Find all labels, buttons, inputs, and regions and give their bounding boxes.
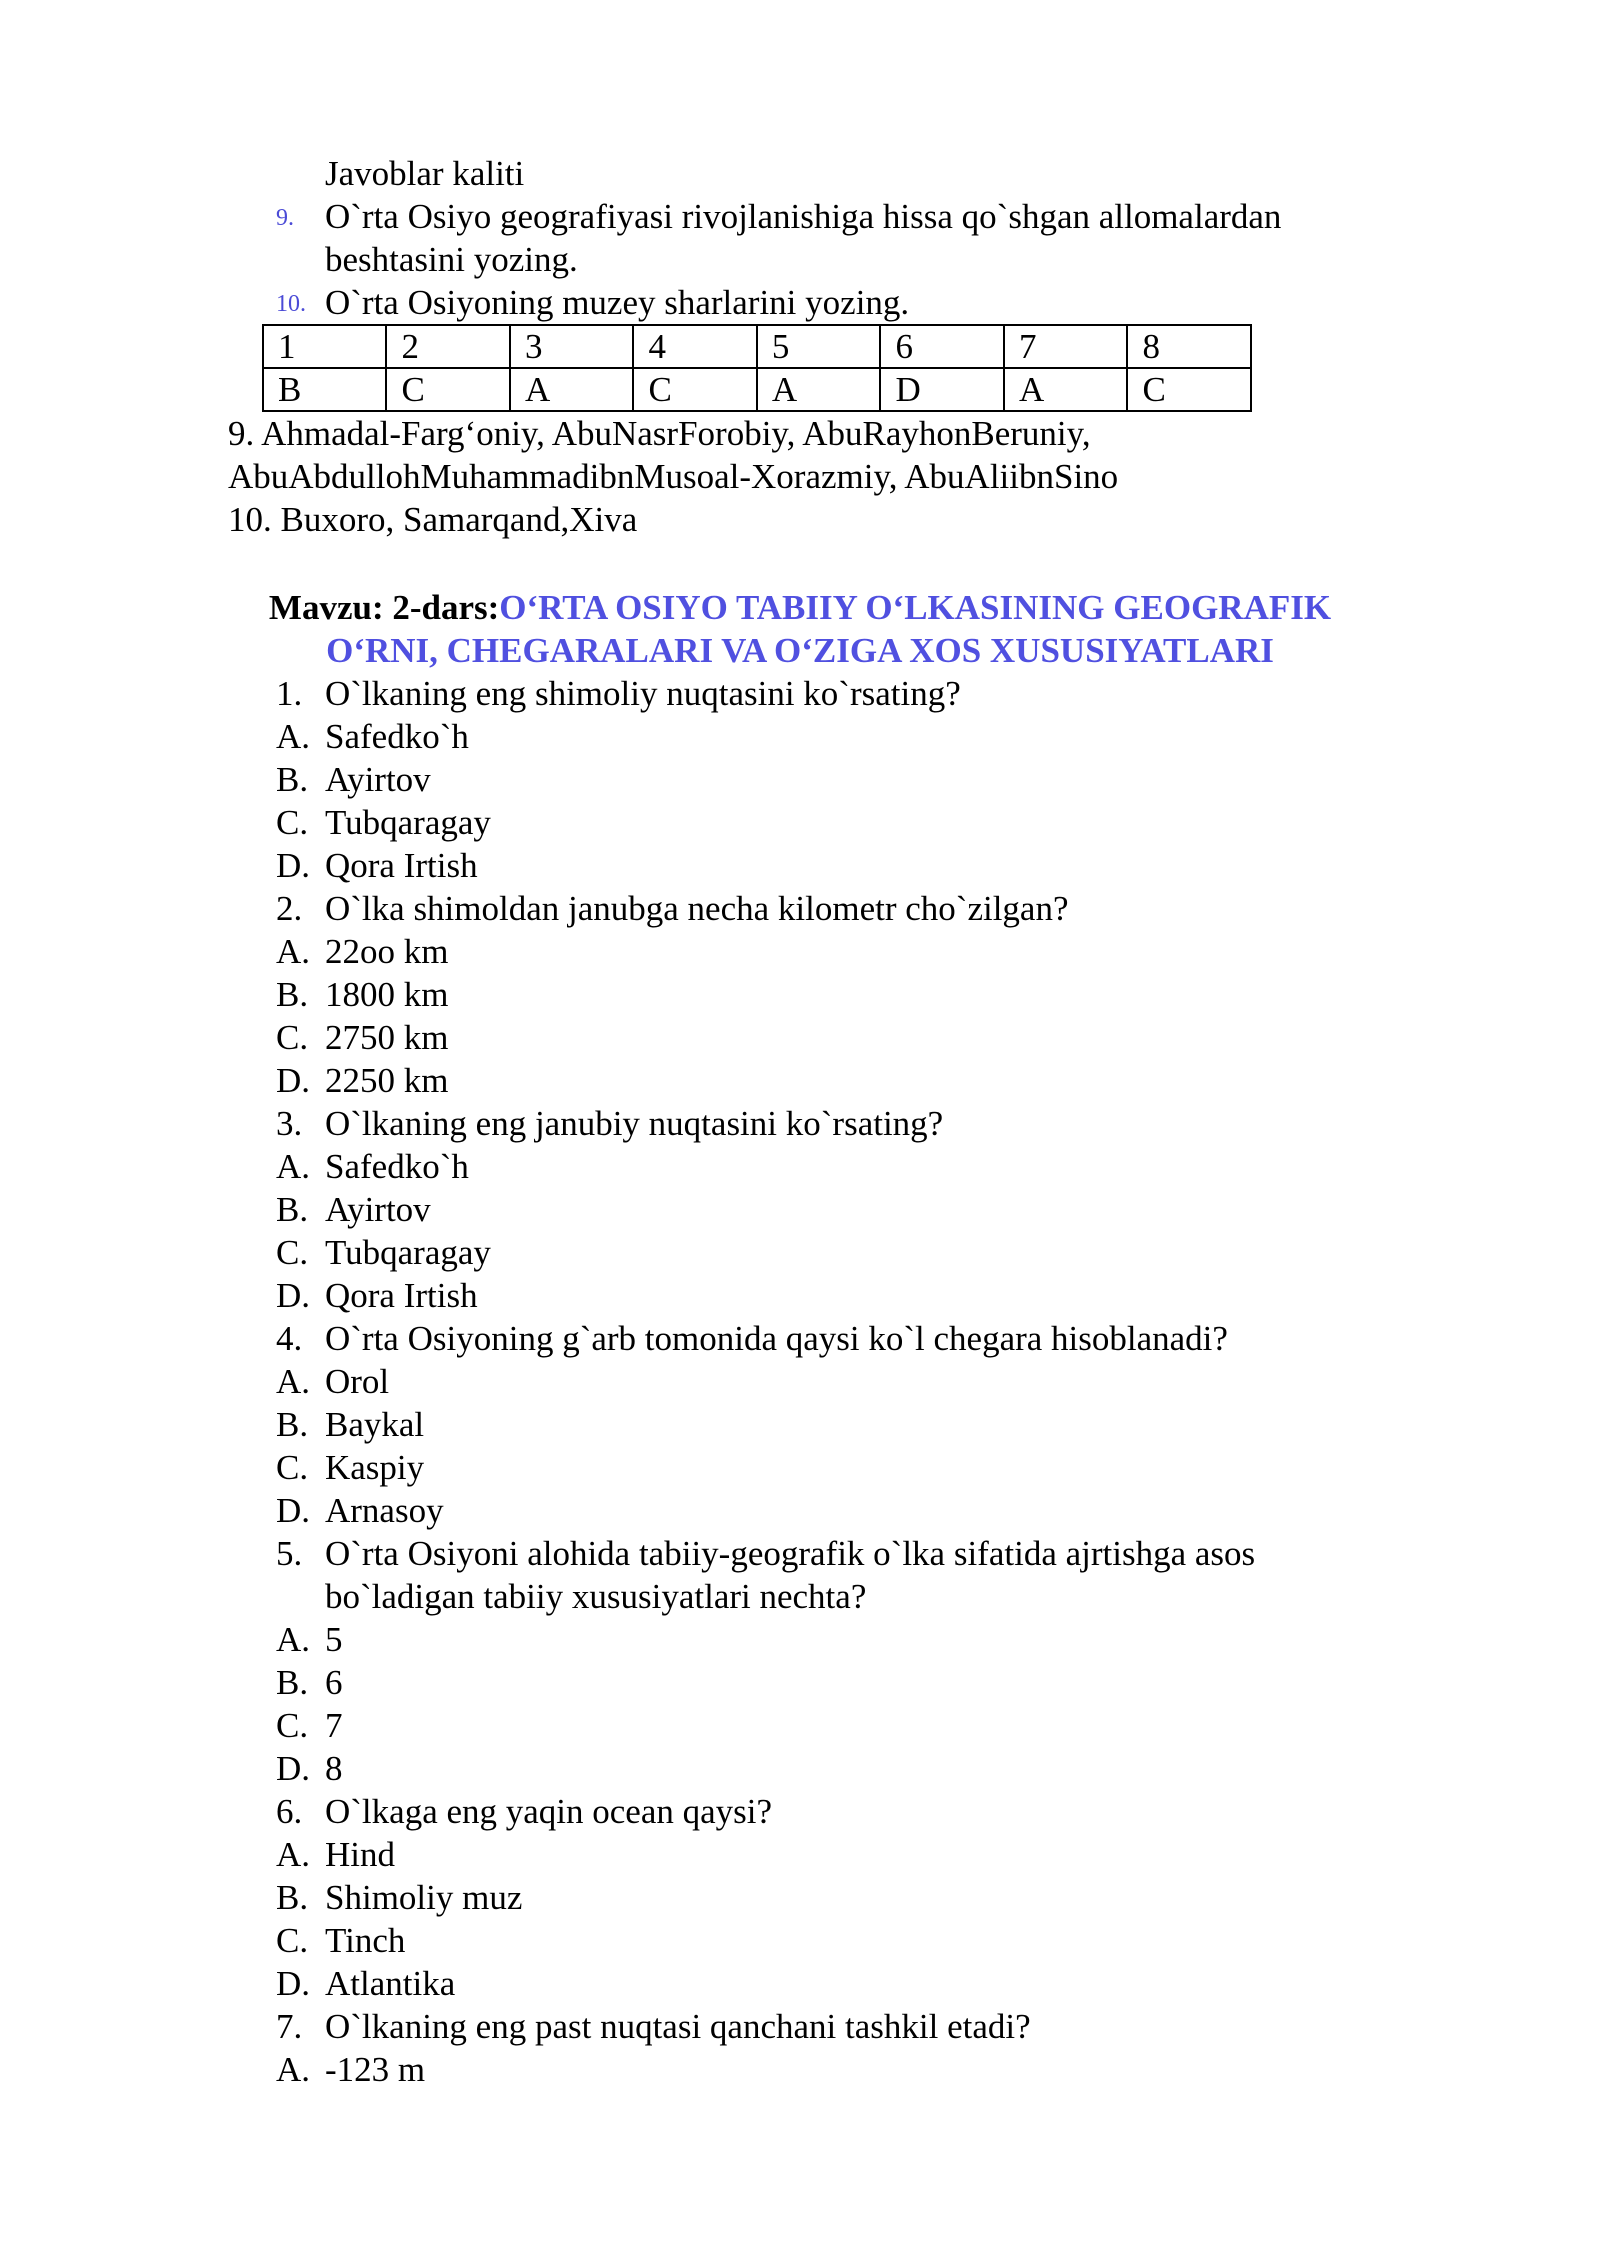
option-text: Ayirtov bbox=[325, 760, 431, 799]
question-9-text-line2: beshtasini yozing. bbox=[325, 240, 578, 279]
option-line bbox=[0, 801, 1600, 844]
option-letter: A. bbox=[276, 1362, 311, 1401]
option-letter: B. bbox=[276, 1405, 309, 1444]
option-letter: A. bbox=[276, 932, 311, 971]
option-line bbox=[0, 1618, 1600, 1661]
answer-key-number-cell: 3 bbox=[510, 325, 634, 368]
option-line bbox=[0, 1833, 1600, 1876]
option-text: 7 bbox=[325, 1706, 343, 1745]
answer-key-number-cell: 8 bbox=[1127, 325, 1251, 368]
answer-key-number-cell: 6 bbox=[880, 325, 1004, 368]
lesson-title-text1: O‘RTA OSIYO TABIIY O‘LKASINING GEOGRAFIK bbox=[499, 588, 1332, 627]
question-text: O`rta Osiyoning g`arb tomonida qaysi ko`l chegara hisoblanadi? bbox=[325, 1319, 1228, 1358]
answer-key-number-cell: 1 bbox=[263, 325, 386, 368]
answer-key-heading: Javoblar kaliti bbox=[325, 154, 525, 193]
question-number: 3. bbox=[276, 1104, 303, 1143]
question-number: 6. bbox=[276, 1792, 303, 1831]
option-letter: D. bbox=[276, 846, 311, 885]
option-letter: B. bbox=[276, 760, 309, 799]
option-line bbox=[0, 1231, 1600, 1274]
answer-key-letter-cell: C bbox=[1127, 368, 1251, 411]
option-text: Tubqaragay bbox=[325, 803, 491, 842]
lesson-title bbox=[0, 586, 1600, 672]
answer-9-line1: 9. Ahmadal-Farg‘oniy, AbuNasrForobiy, AbuRayhonBeruniy, bbox=[228, 414, 1091, 453]
option-text: Atlantika bbox=[325, 1964, 456, 2003]
option-line bbox=[0, 844, 1600, 887]
option-text: 6 bbox=[325, 1663, 343, 1702]
question-line bbox=[0, 1532, 1600, 1575]
option-line bbox=[0, 973, 1600, 1016]
question-10-text: O`rta Osiyoning muzey sharlarini yozing. bbox=[325, 283, 910, 322]
option-text: Safedko`h bbox=[325, 1147, 469, 1186]
option-line bbox=[0, 1446, 1600, 1489]
answer-key-letter-cell: A bbox=[1004, 368, 1128, 411]
option-text: 1800 km bbox=[325, 975, 449, 1014]
question-number: 7. bbox=[276, 2007, 303, 2046]
lesson-title-line2 bbox=[0, 629, 1600, 672]
written-answers bbox=[0, 412, 1600, 541]
option-line bbox=[0, 1145, 1600, 1188]
option-letter: B. bbox=[276, 975, 309, 1014]
option-text: Ayirtov bbox=[325, 1190, 431, 1229]
question-text: O`rta Osiyoni alohida tabiiy-geografik o`lka sifatida ajrtishga asos bbox=[325, 1534, 1256, 1573]
option-letter: B. bbox=[276, 1878, 309, 1917]
option-letter: C. bbox=[276, 1448, 309, 1487]
option-line bbox=[0, 1360, 1600, 1403]
question-line bbox=[0, 2005, 1600, 2048]
question-line bbox=[0, 672, 1600, 715]
question-line bbox=[0, 1790, 1600, 1833]
option-letter: A. bbox=[276, 1147, 311, 1186]
option-line bbox=[0, 1489, 1600, 1532]
option-text: Tinch bbox=[325, 1921, 406, 1960]
option-text: Kaspiy bbox=[325, 1448, 425, 1487]
question-line bbox=[0, 1317, 1600, 1360]
option-letter: D. bbox=[276, 1276, 311, 1315]
question-line bbox=[0, 1575, 1600, 1618]
option-text: 5 bbox=[325, 1620, 343, 1659]
option-line bbox=[0, 2048, 1600, 2091]
answer-key-header-row bbox=[263, 325, 1251, 368]
option-line bbox=[0, 1274, 1600, 1317]
answer-key-letter-cell: B bbox=[263, 368, 386, 411]
option-letter: A. bbox=[276, 2050, 311, 2089]
option-letter: C. bbox=[276, 1706, 309, 1745]
answer-key-letter-cell: A bbox=[510, 368, 634, 411]
option-text: -123 m bbox=[325, 2050, 426, 2089]
option-line bbox=[0, 1876, 1600, 1919]
option-line bbox=[0, 1403, 1600, 1446]
option-letter: C. bbox=[276, 1233, 309, 1272]
option-line bbox=[0, 1919, 1600, 1962]
question-text: bo`ladigan tabiiy xususiyatlari nechta? bbox=[325, 1577, 867, 1616]
answer-key-letter-cell: A bbox=[757, 368, 881, 411]
option-line bbox=[0, 930, 1600, 973]
option-line bbox=[0, 1188, 1600, 1231]
answer-key-section bbox=[0, 152, 1600, 324]
option-text: Orol bbox=[325, 1362, 390, 1401]
option-letter: A. bbox=[276, 717, 311, 756]
option-letter: B. bbox=[276, 1190, 309, 1229]
question-9-text-line1: O`rta Osiyo geografiyasi rivojlanishiga hissa qo`shgan allomalardan bbox=[325, 197, 1282, 236]
option-line bbox=[0, 715, 1600, 758]
option-text: Qora Irtish bbox=[325, 1276, 478, 1315]
option-line bbox=[0, 1661, 1600, 1704]
option-letter: B. bbox=[276, 1663, 309, 1702]
answer-key-letter-cell: D bbox=[880, 368, 1004, 411]
lesson-title-text2: O‘RNI, CHEGARALARI VA O‘ZIGA XOS XUSUSIYATLARI bbox=[326, 631, 1274, 670]
option-text: 2250 km bbox=[325, 1061, 449, 1100]
option-text: Shimoliy muz bbox=[325, 1878, 523, 1917]
option-text: Qora Irtish bbox=[325, 846, 478, 885]
option-letter: A. bbox=[276, 1835, 311, 1874]
option-line bbox=[0, 1704, 1600, 1747]
question-text: O`lkaning eng shimoliy nuqtasini ko`rsating? bbox=[325, 674, 961, 713]
lesson-title-line1 bbox=[0, 586, 1600, 629]
answer-key-number-cell: 7 bbox=[1004, 325, 1128, 368]
option-letter: C. bbox=[276, 803, 309, 842]
answer-key-number-cell: 5 bbox=[757, 325, 881, 368]
question-list bbox=[0, 672, 1600, 2091]
question-text: O`lkaga eng yaqin ocean qaysi? bbox=[325, 1792, 773, 1831]
question-number: 2. bbox=[276, 889, 303, 928]
answer-key-table bbox=[262, 324, 1252, 412]
option-line bbox=[0, 1962, 1600, 2005]
question-9-number: 9. bbox=[276, 205, 294, 231]
option-letter: D. bbox=[276, 1749, 311, 1788]
answer-key-letter-cell: C bbox=[386, 368, 509, 411]
answer-key-number-cell: 2 bbox=[386, 325, 509, 368]
option-letter: C. bbox=[276, 1018, 309, 1057]
option-letter: A. bbox=[276, 1620, 311, 1659]
option-text: 22oo km bbox=[325, 932, 449, 971]
question-10-number: 10. bbox=[276, 291, 306, 317]
question-number: 1. bbox=[276, 674, 303, 713]
option-text: 8 bbox=[325, 1749, 343, 1788]
option-letter: D. bbox=[276, 1491, 311, 1530]
question-9 bbox=[0, 195, 1600, 238]
option-letter: D. bbox=[276, 1061, 311, 1100]
question-number: 5. bbox=[276, 1534, 303, 1573]
question-number: 4. bbox=[276, 1319, 303, 1358]
option-text: Safedko`h bbox=[325, 717, 469, 756]
option-text: Baykal bbox=[325, 1405, 425, 1444]
answer-9-line2: AbuAbdullohMuhammadibnMusoal-Xorazmiy, AbuAliibnSino bbox=[228, 457, 1119, 496]
option-line bbox=[0, 1059, 1600, 1102]
answer-key-answer-row bbox=[263, 368, 1251, 411]
answer-10: 10. Buxoro, Samarqand,Xiva bbox=[228, 500, 638, 539]
lesson-prefix: Mavzu: 2-dars: bbox=[268, 588, 500, 627]
question-10 bbox=[0, 281, 1600, 324]
question-text: O`lka shimoldan janubga necha kilometr cho`zilgan? bbox=[325, 889, 1069, 928]
option-letter: D. bbox=[276, 1964, 311, 2003]
option-line bbox=[0, 758, 1600, 801]
answer-key-number-cell: 4 bbox=[633, 325, 756, 368]
option-letter: C. bbox=[276, 1921, 309, 1960]
question-text: O`lkaning eng janubiy nuqtasini ko`rsating? bbox=[325, 1104, 944, 1143]
option-line bbox=[0, 1747, 1600, 1790]
option-line bbox=[0, 1016, 1600, 1059]
question-text: O`lkaning eng past nuqtasi qanchani tashkil etadi? bbox=[325, 2007, 1031, 2046]
option-text: Arnasoy bbox=[325, 1491, 444, 1530]
option-text: Tubqaragay bbox=[325, 1233, 491, 1272]
option-text: Hind bbox=[325, 1835, 395, 1874]
question-line bbox=[0, 887, 1600, 930]
option-text: 2750 km bbox=[325, 1018, 449, 1057]
question-line bbox=[0, 1102, 1600, 1145]
answer-key-letter-cell: C bbox=[633, 368, 756, 411]
